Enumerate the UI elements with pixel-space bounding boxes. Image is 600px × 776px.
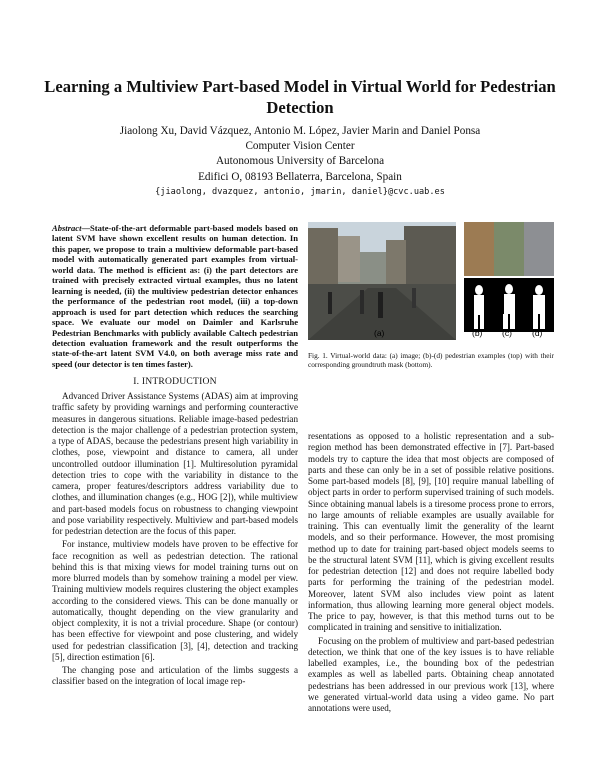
example-d-image	[524, 222, 554, 276]
paragraph: For instance, multiview models have proven to be effective for face recognition as well as pedestrian detection. The rational behind this is that mixing views for model training turns out on more blurred models than by somehow training a model per view. Training multiview models requires clustering the object examples according to the considered views. This can be done manually or automatically, thought depending on the view granularity and object complexity, it is not a trivial procedure. Shape (or contour) has been effective for viewpoint and pose clustering, and widely used for pedestrian classification [3], [4], detection and tracking [5], direction estimation [6].	[52, 539, 298, 662]
affiliation-line-1: Computer Vision Center	[245, 140, 355, 153]
label-c: (c)	[502, 328, 512, 338]
virtual-world-image	[308, 222, 456, 340]
section-heading: I. INTRODUCTION	[133, 376, 217, 387]
paper-title: Learning a Multiview Part-based Model in Virtual World for Pedestrian Detection	[44, 77, 556, 117]
example-c-mask	[494, 278, 524, 332]
author-emails: {jiaolong, dvazquez, antonio, jmarin, daniel}@cvc.uab.es	[155, 186, 445, 197]
example-d-mask	[524, 278, 554, 332]
paragraph: The changing pose and articulation of the limbs suggests a classifier based on the integration of local image rep-	[52, 665, 298, 687]
paragraph: resentations as opposed to a holistic representation and a sub-region method has been demonstrated effective in [7]. Part-based models try to capture the idea that most objects are composed of parts and these can only be in a set of possible relative positions. Some part-based models [8], [9], [10] require manual labelling of object parts in order to perform supervised training of such models. Since obtaining manual labels is a tiresome process prone to errors, no large amounts of reliable examples are usually available for training. This can eventually limit the generality of the learnt models, and so their performance. However, the most promising method up to date for training part-based object models seems to be the structural latent SVM [11], which is giving excellent results for pedestrian detection [12] and does not require labelled body parts for performing the training of the pedestrian model. Moreover, latent SVM also includes view point as latent information, thus allowing learning more general object models. The price to pay, however, is that this method turns out to be complicated in training and sensitive to initialization.	[308, 431, 554, 633]
abstract-text: —State-of-the-art deformable part-based models based on latent SVM have shown excellent results on human detection. In this paper, we propose to train a multiview deformable part-based model with automatically generated part examples from virtual-world data. The method is efficient as: (i) the part detectors are trained with precisely extracted virtual examples, thus no latent learning is needed, (ii) the multiview pedestrian detector enhances the performance of the pedestrian root model, (iii) a top-down approach is used for part detection which reduces the searching space. We evaluate our model on Daimler and Karlsruhe Pedestrian Benchmarks with publicly available Caltech pedestrian detection evaluation framework and the result outperforms the state-of-the-art latent SVM V4.0, on both average miss rate and speed (our detector is ten times faster).	[52, 223, 298, 369]
figure-1	[308, 222, 554, 342]
example-b-mask	[464, 278, 494, 332]
right-column-body	[308, 431, 554, 716]
label-d: (d)	[532, 328, 543, 338]
paragraph: Focusing on the problem of multiview and part-based pedestrian detection, we think that one of the key issues is to have reliable labelled examples, i.e., the bounding box of the pedestrian examples as well as labelled parts. Obtaining cheap annotated pedestrians has been addressed in our previous work [13], where we generated virtual-world data using a video game. No part annotations were used,	[308, 635, 554, 713]
affiliation-line-2: Autonomous University of Barcelona	[215, 155, 385, 168]
author-block	[40, 124, 560, 200]
abstract	[52, 223, 298, 369]
example-c-image	[494, 222, 524, 276]
abstract-lead: Abstract	[52, 223, 82, 233]
label-a: (a)	[374, 328, 385, 338]
example-b-image	[464, 222, 494, 276]
paragraph: Advanced Driver Assistance Systems (ADAS) aim at improving traffic safety by providing warnings and performing counteractive measures in dangerous situations. Reliable image-based pedestrian detection is the major challenge of a pedestrian protection system, a type of ADAS, because the pedestrians present high variability in clothes, pose, viewpoint and distance to camera, all under uncontrolled outdoor illumination [1]. Multiresolution pyramidal detection tries to cope with the variability in distance to the camera, proper features/descriptors address variability due to clothes, and illumination changes (e.g., HOG [2]), while multiview and part-based models focus on robustness to changing viewpoint and pose variability respectively. Multiview and part-based models for pedestrian detection are the focus of this paper.	[52, 391, 298, 536]
author-names: Jiaolong Xu, David Vázquez, Antonio M. López, Javier Marin and Daniel Ponsa	[119, 125, 481, 137]
figure-caption: Fig. 1. Virtual-world data: (a) image; (b)-(d) pedestrian examples (top) with their corresponding groundtruth mask (bottom).	[308, 351, 554, 370]
affiliation-line-3: Edifici O, 08193 Bellaterra, Barcelona, Spain	[198, 170, 402, 183]
label-b: (b)	[472, 328, 483, 338]
left-column-body	[52, 391, 298, 690]
